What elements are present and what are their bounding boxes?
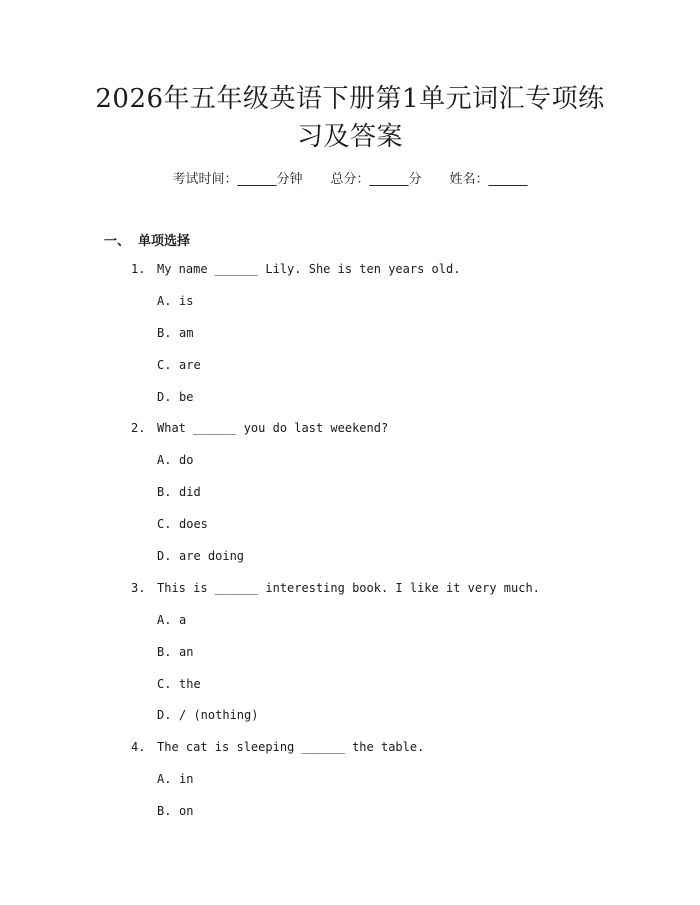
option-text: the bbox=[179, 676, 201, 691]
exam-score: 总分：______分 bbox=[330, 172, 422, 187]
exam-meta bbox=[0, 168, 700, 187]
answer-option bbox=[0, 286, 700, 318]
answer-option bbox=[0, 382, 700, 414]
option-text: did bbox=[179, 485, 201, 500]
answer-option bbox=[0, 445, 700, 477]
option-text: are doing bbox=[179, 549, 245, 564]
question-text: The cat is sleeping ______ the table. bbox=[157, 740, 425, 755]
option-text: are bbox=[179, 357, 201, 372]
document-title bbox=[90, 80, 610, 156]
section-title: 单项选择 bbox=[138, 234, 191, 249]
option-label: B. bbox=[157, 485, 172, 500]
answer-option bbox=[0, 350, 700, 382]
option-text: do bbox=[179, 453, 194, 468]
section-heading bbox=[104, 230, 190, 249]
question-text: This is ______ interesting book. I like it very much. bbox=[157, 580, 540, 595]
title-line-2: 习及答案 bbox=[296, 122, 403, 152]
option-label: A. bbox=[157, 772, 172, 787]
answer-option bbox=[0, 509, 700, 541]
option-label: A. bbox=[157, 453, 172, 468]
option-text: a bbox=[179, 612, 187, 627]
option-text: is bbox=[179, 293, 194, 308]
option-label: B. bbox=[157, 644, 172, 659]
exam-time: 考试时间：______分钟 bbox=[172, 172, 303, 187]
question-list bbox=[0, 254, 700, 828]
option-text: an bbox=[179, 644, 194, 659]
option-label: C. bbox=[157, 357, 172, 372]
option-text: does bbox=[179, 517, 208, 532]
answer-option bbox=[0, 637, 700, 669]
option-text: / (nothing) bbox=[179, 708, 259, 723]
option-label: C. bbox=[157, 517, 172, 532]
exam-name: 姓名：______ bbox=[449, 172, 528, 187]
question-number: 3. bbox=[131, 580, 146, 595]
section-number: 一、 bbox=[104, 234, 131, 249]
answer-option bbox=[0, 605, 700, 637]
question-number: 1. bbox=[131, 262, 146, 276]
title-line-1: 2026年五年级英语下册第1单元词汇专项练 bbox=[95, 84, 605, 114]
option-text: be bbox=[179, 389, 194, 404]
question-text: What ______ you do last weekend? bbox=[157, 421, 389, 436]
question bbox=[0, 732, 700, 764]
answer-option bbox=[0, 700, 700, 732]
question bbox=[0, 573, 700, 605]
answer-option bbox=[0, 541, 700, 573]
answer-option bbox=[0, 477, 700, 509]
option-label: C. bbox=[157, 676, 172, 691]
answer-option bbox=[0, 669, 700, 701]
question bbox=[0, 413, 700, 445]
option-label: A. bbox=[157, 612, 172, 627]
option-text: in bbox=[179, 772, 194, 787]
option-text: am bbox=[179, 325, 194, 340]
question-number: 2. bbox=[131, 421, 146, 436]
question bbox=[0, 254, 700, 286]
option-label: A. bbox=[157, 293, 172, 308]
option-label: D. bbox=[157, 389, 172, 404]
answer-option bbox=[0, 764, 700, 796]
option-text: on bbox=[179, 804, 194, 819]
option-label: D. bbox=[157, 708, 172, 723]
question-number: 4. bbox=[131, 740, 146, 755]
answer-option bbox=[0, 796, 700, 828]
answer-option bbox=[0, 318, 700, 350]
option-label: B. bbox=[157, 804, 172, 819]
option-label: D. bbox=[157, 549, 172, 564]
question-text: My name ______ Lily. She is ten years old. bbox=[157, 262, 461, 276]
option-label: B. bbox=[157, 325, 172, 340]
